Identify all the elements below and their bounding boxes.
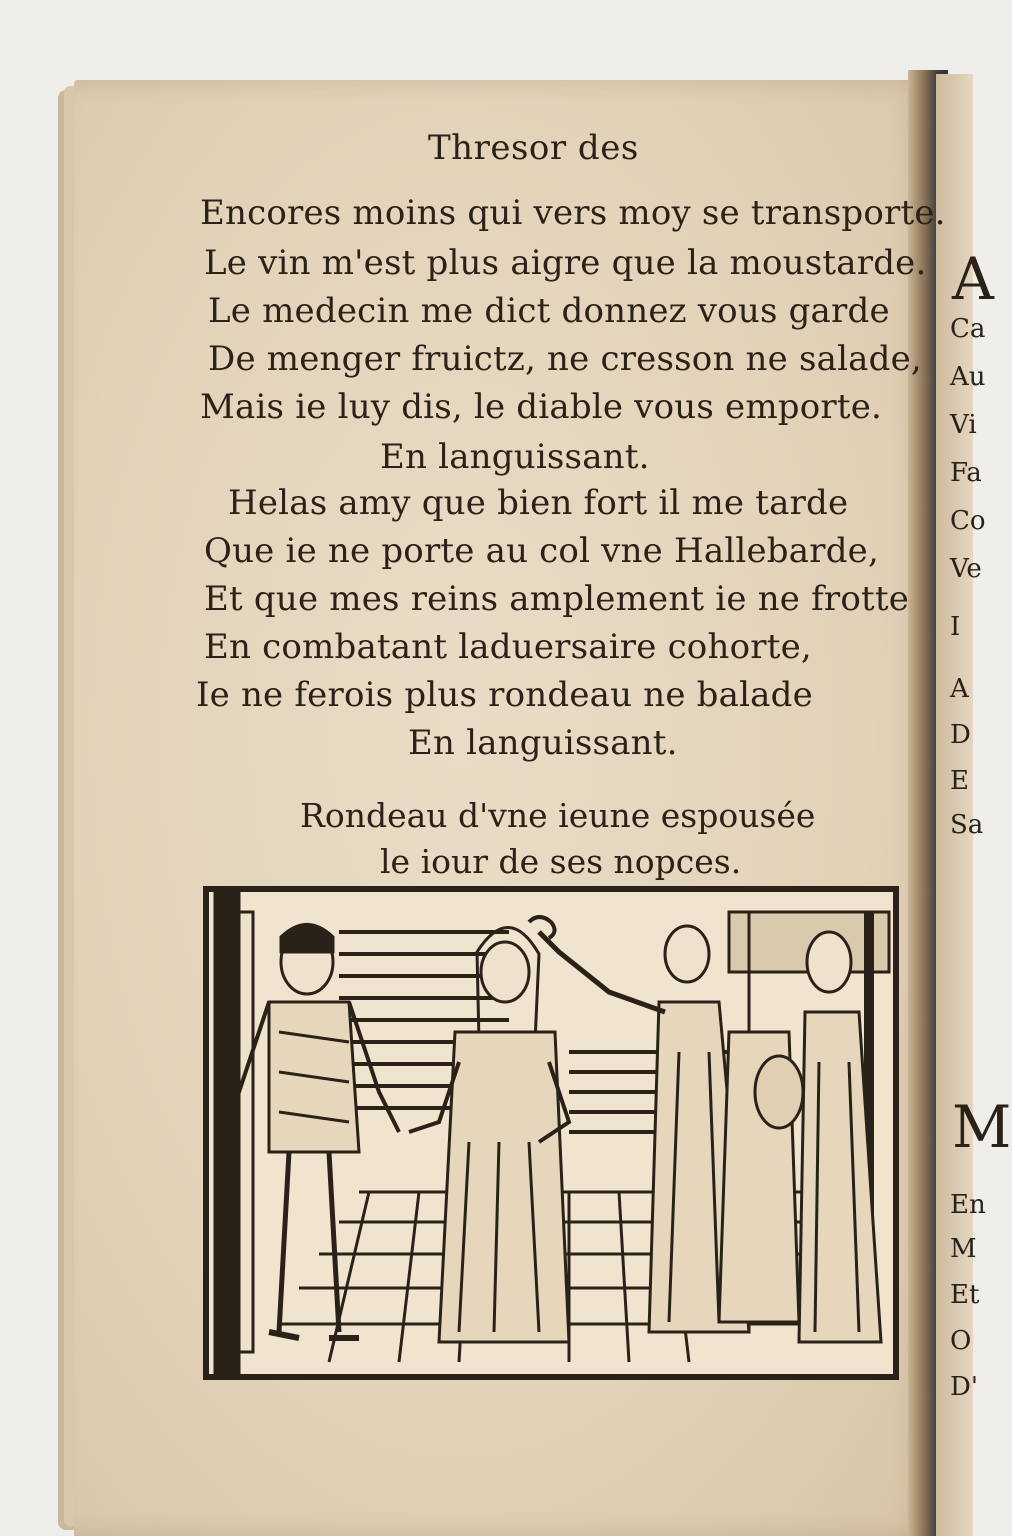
verse-line: Mais ie luy dis, le diable vous emporte.	[200, 387, 883, 427]
rondeau-title-line: Rondeau d'vne ieune espousée	[300, 796, 816, 835]
running-head: Thresor des	[428, 128, 639, 168]
refrain-line: En languissant.	[408, 723, 678, 763]
facing-letter: Fa	[950, 458, 982, 488]
facing-letter: I	[950, 612, 961, 642]
woodcut-wedding-scene-icon	[209, 892, 893, 1374]
facing-letter: A	[952, 245, 994, 313]
facing-letter: Ca	[950, 314, 986, 344]
facing-letter: Co	[950, 506, 986, 536]
verse-line: Helas amy que bien fort il me tarde	[228, 483, 849, 523]
facing-letter: A	[950, 674, 969, 704]
verse-line: Ie ne ferois plus rondeau ne balade	[196, 675, 813, 715]
facing-page-edge	[936, 74, 1012, 1536]
facing-letter: Vi	[950, 410, 977, 440]
facing-letter: Ve	[950, 554, 982, 584]
verse-line: De menger fruictz, ne cresson ne salade,	[208, 339, 922, 379]
facing-letter: Et	[950, 1280, 980, 1310]
facing-letter: D	[950, 720, 971, 750]
verse-line: Que ie ne porte au col vne Hallebarde,	[204, 531, 879, 571]
facing-letter: M	[950, 1234, 977, 1264]
refrain-line: En languissant.	[380, 437, 650, 477]
facing-letter: En	[950, 1190, 986, 1220]
verse-line: Le medecin me dict donnez vous garde	[208, 291, 890, 331]
verse-line: Encores moins qui vers moy se transporte.	[200, 193, 946, 233]
facing-letter: M	[952, 1093, 1012, 1161]
rondeau-title-line: le iour de ses nopces.	[380, 842, 742, 881]
facing-letter: Au	[950, 362, 986, 392]
facing-letter: E	[950, 766, 969, 796]
verse-line: Le vin m'est plus aigre que la moustarde.	[204, 243, 927, 283]
verse-line: Et que mes reins amplement ie ne frotte	[204, 579, 910, 619]
facing-letter: D'	[950, 1372, 978, 1402]
verse-line: En combatant laduersaire cohorte,	[204, 627, 812, 667]
facing-letter: Sa	[950, 810, 984, 840]
woodcut-illustration	[203, 886, 899, 1380]
facing-letter: O	[950, 1326, 972, 1356]
